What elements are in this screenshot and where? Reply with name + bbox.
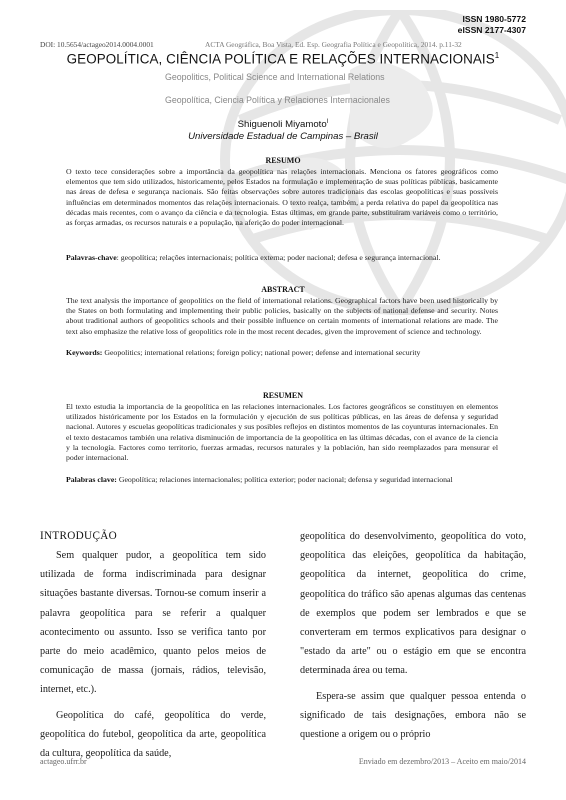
abstract-keywords-label: Keywords: [66,348,103,357]
abstract-heading: ABSTRACT [261,285,305,294]
doi: DOI: 10.5654/actageo2014.0004.0001 [40,40,154,49]
issn-block [458,14,526,36]
resumo-heading: RESUMO [265,156,301,165]
paper-title [0,51,566,66]
institution: Universidade Estadual de Campinas – Brasil [188,131,378,142]
body-column-right [300,527,526,744]
intro-paragraph-4: Espera-se assim que qualquer pessoa entenda o significado de tais designações, embora não se questione a origem ou o próprio [300,690,526,741]
resumen-heading: RESUMEN [262,391,303,400]
abstract-keywords-list: Geopolitics; international relations; foreign policy; national power; defense and international security [102,348,421,357]
resumo-text: O texto tece considerações sobre a importância da geopolítica nas relações internacionais. Menciona os fatores geográficos como elementos que tem sido utilizados, historicamente, pelos Estados na formulação e implementação de suas políticas públicas, basicamente nas áreas de defesa e segurança nacionais. São feitas observações sobre autores tradicionais das escolas geopolíticas e suas possíveis influências em determinados momentos das relações internacionais. O texto realça, também, a perda relativa do papel da geopolítica nas décadas mais recentes, com o avanço da ciência e da tecnologia. Estas últimas, em grande parte, substituíram variáveis como o território, as forças armadas, os recursos naturais e a população, na aferição do poder internacional. [66,167,498,228]
author-name: Shiguenoli Miyamoto [237,119,327,131]
introduction-heading: INTRODUÇÃO [40,530,117,542]
author-footnote-marker: I [326,119,329,125]
resumo-keywords-label: Palavras-chave [66,253,117,262]
subtitle-spanish: Geopolítica, Ciencia Política y Relaciones Internacionales [165,95,390,105]
resumen-keywords-label: Palabras clave: [66,475,117,484]
abstract-text: The text analysis the importance of geopolitics on the field of international relations. Geographical factors have been used historically by the States on both formulating and implementing their public policies, basically on the subjects of national defense and security. Notes about traditional authors of geopolitics schools and their possible influence on certain moments of international relations are made. The text also emphasize the relative loss of geopolitics role in the most recent decades, given the improvement of science and technology. [66,296,498,336]
footer-dates: Enviado em dezembro/2013 – Aceito em maio/2014 [358,757,526,766]
footer-website: actageo.ufrr.br [40,757,87,766]
intro-paragraph-1: Sem qualquer pudor, a geopolítica tem sido utilizada de forma indiscriminada para designar situações bastante diversas. Tornou-se comum inserir a palavra geopolítica para se referir a qualquer acontecimento ou assunto. Isso se verifica tanto por parte do meio acadêmico, quanto pelos meios de comunicação de massa (jornais, rádios, televisão, internet, etc.). [40,550,266,696]
paper-title-text: GEOPOLÍTICA, CIÊNCIA POLÍTICA E RELAÇÕES INTERNACIONAIS [66,51,495,67]
resumo-keywords [66,253,498,263]
abstract-keywords [66,348,498,358]
issn: ISSN 1980-5772 [462,14,526,24]
resumen-keywords-list: Geopolítica; relaciones internacionales; política exterior; poder nacional; defensa y seguridad internacional [116,475,453,484]
body-column-left [40,546,266,763]
subtitle-english: Geopolitics, Political Science and International Relations [165,72,385,82]
resumen-keywords [66,475,498,485]
resumen-text: El texto estudia la importancia de la geopolítica en las relaciones internacionales. Los factores geográficos se constituyen en elementos utilizados históricamente por los Estados en la formulación y ejecución de sus políticas públicas, en las áreas de defensa y seguridad nacional. Autores y escuelas geopolíticas tradicionales y sus posibles reflejos en distintos momentos de las coyunturas internacionales. En el texto destacamos también una relativa disminución de importancia de la geopolítica en las últimas décadas, con el avance de la ciencia y la tecnología. Factores como territorio, fuerzas armadas, recursos naturales y la población, han sido reemplazados para mensurar el poder internacional. [66,402,498,463]
intro-paragraph-3: geopolítica do desenvolvimento, geopolítica do voto, geopolítica das eleições, geopolítica da habitação, geopolítica da internet, geopolítica do crime, geopolítica do tráfico são apenas algumas das centenas de exemplos que podem ser lembrados e que se converteram em termos explicativos para designar o "estado da arte" ou o estágio em que se encontra determinada área ou tema. [300,531,526,677]
title-footnote-marker: 1 [494,51,500,60]
journal-citation: ACTA Geográfica, Boa Vista, Ed. Esp. Geografia Política e Geopolítica, 2014. p.11-32 [205,40,462,49]
author [0,119,566,130]
eissn: eISSN 2177-4307 [457,25,526,35]
resumo-keywords-list: : geopolítica; relações internacionais; política externa; poder nacional; defesa e segurança internacional. [116,253,441,262]
intro-paragraph-2: Geopolítica do café, geopolítica do verde, geopolítica do futebol, geopolítica da arte, geopolítica da cultura, geopolítica da saúde, [40,709,266,760]
